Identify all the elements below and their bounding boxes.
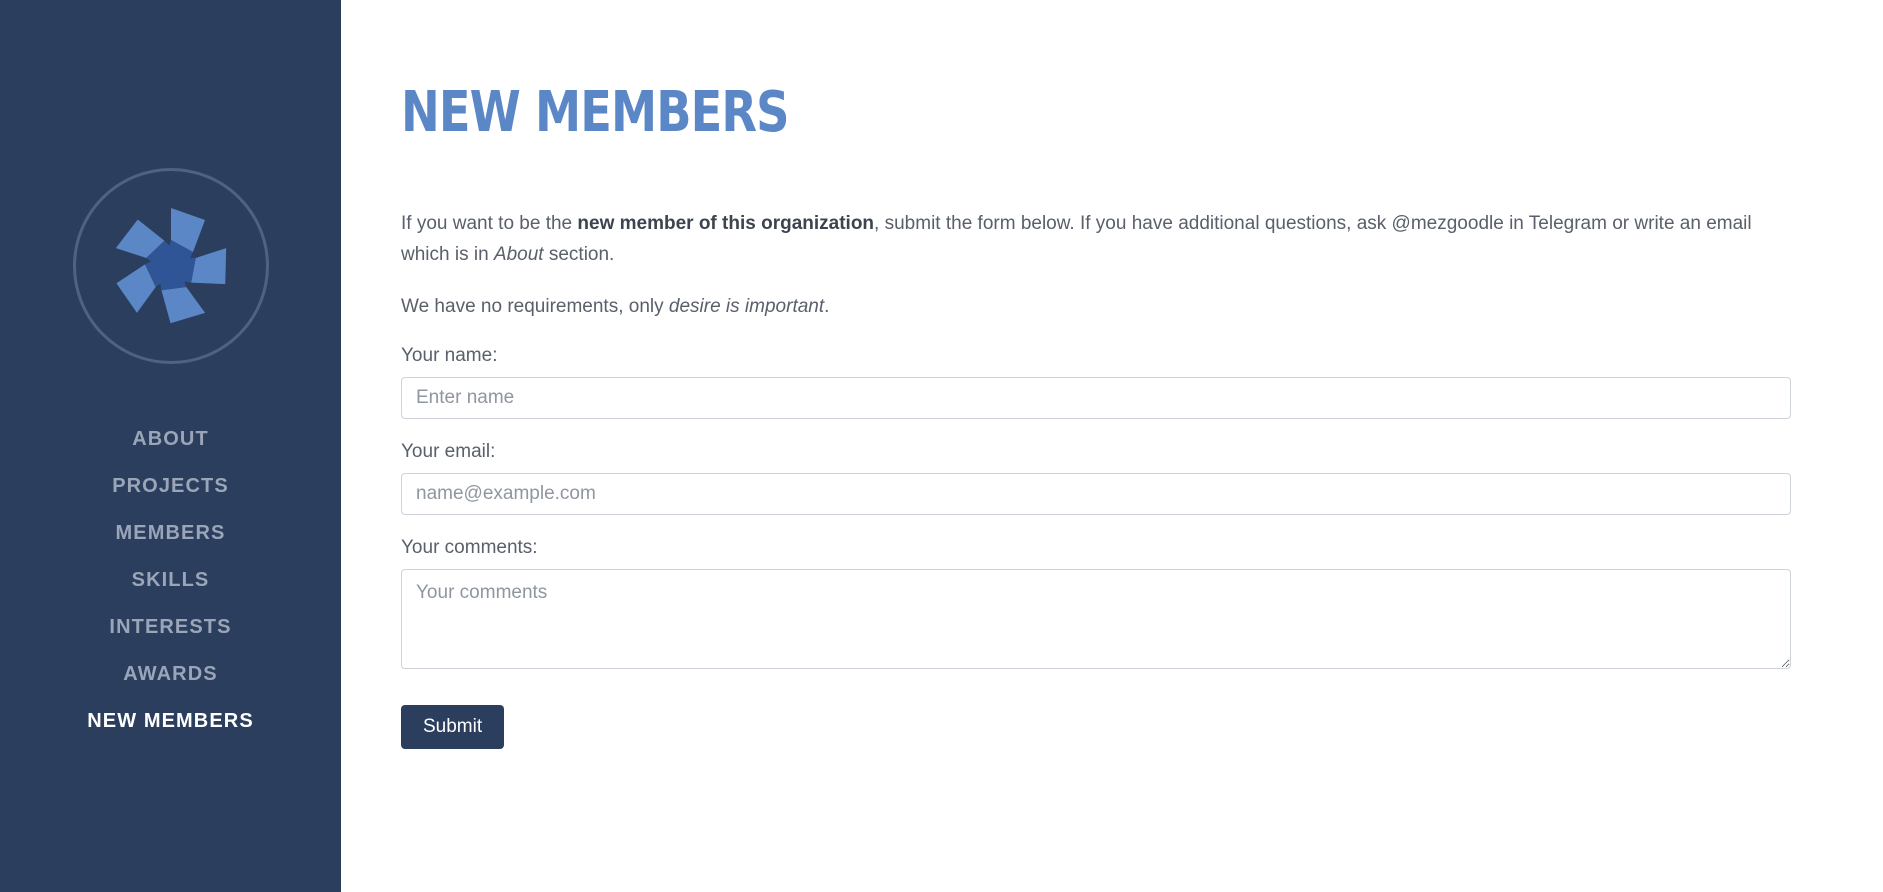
email-field-label: Your email:	[401, 441, 496, 463]
note-italic: desire is important	[668, 296, 825, 318]
intro-bold: new member of this organization	[577, 212, 875, 234]
sidebar-item-awards[interactable]: AWARDS	[123, 663, 218, 685]
sidebar-item-about[interactable]: ABOUT	[132, 428, 209, 450]
logo-container	[73, 168, 269, 364]
sidebar-item-projects[interactable]: PROJECTS	[112, 475, 229, 497]
note-suffix: .	[824, 296, 830, 318]
name-input[interactable]	[401, 377, 1791, 419]
pinwheel-logo-icon	[91, 186, 251, 346]
name-field-label: Your name:	[401, 345, 498, 367]
intro-italic: About	[493, 243, 544, 265]
sidebar-item-skills[interactable]: SKILLS	[131, 569, 210, 591]
main-content	[341, 0, 1883, 892]
sidebar-nav	[0, 416, 341, 745]
intro-paragraph	[401, 209, 1791, 271]
comments-textarea[interactable]	[401, 569, 1791, 669]
comments-field-label: Your comments:	[401, 537, 538, 559]
new-member-form	[401, 345, 1791, 749]
intro-suffix: section.	[543, 243, 615, 265]
note-prefix: We have no requirements, only	[401, 296, 669, 318]
sidebar	[0, 0, 341, 892]
sidebar-item-interests[interactable]: INTERESTS	[109, 616, 232, 638]
sidebar-item-members[interactable]: MEMBERS	[115, 522, 226, 544]
page-title: NEW MEMBERS	[401, 80, 789, 145]
intro-prefix: If you want to be the	[401, 212, 578, 234]
email-input[interactable]	[401, 473, 1791, 515]
sidebar-item-new-members[interactable]: NEW MEMBERS	[87, 710, 254, 732]
note-paragraph	[401, 292, 1791, 323]
submit-button[interactable]: Submit	[401, 705, 504, 749]
intro-middle: , submit the form below. If you have additional questions, ask @mezgoodle in Telegram or write an email which is in	[401, 212, 1752, 265]
